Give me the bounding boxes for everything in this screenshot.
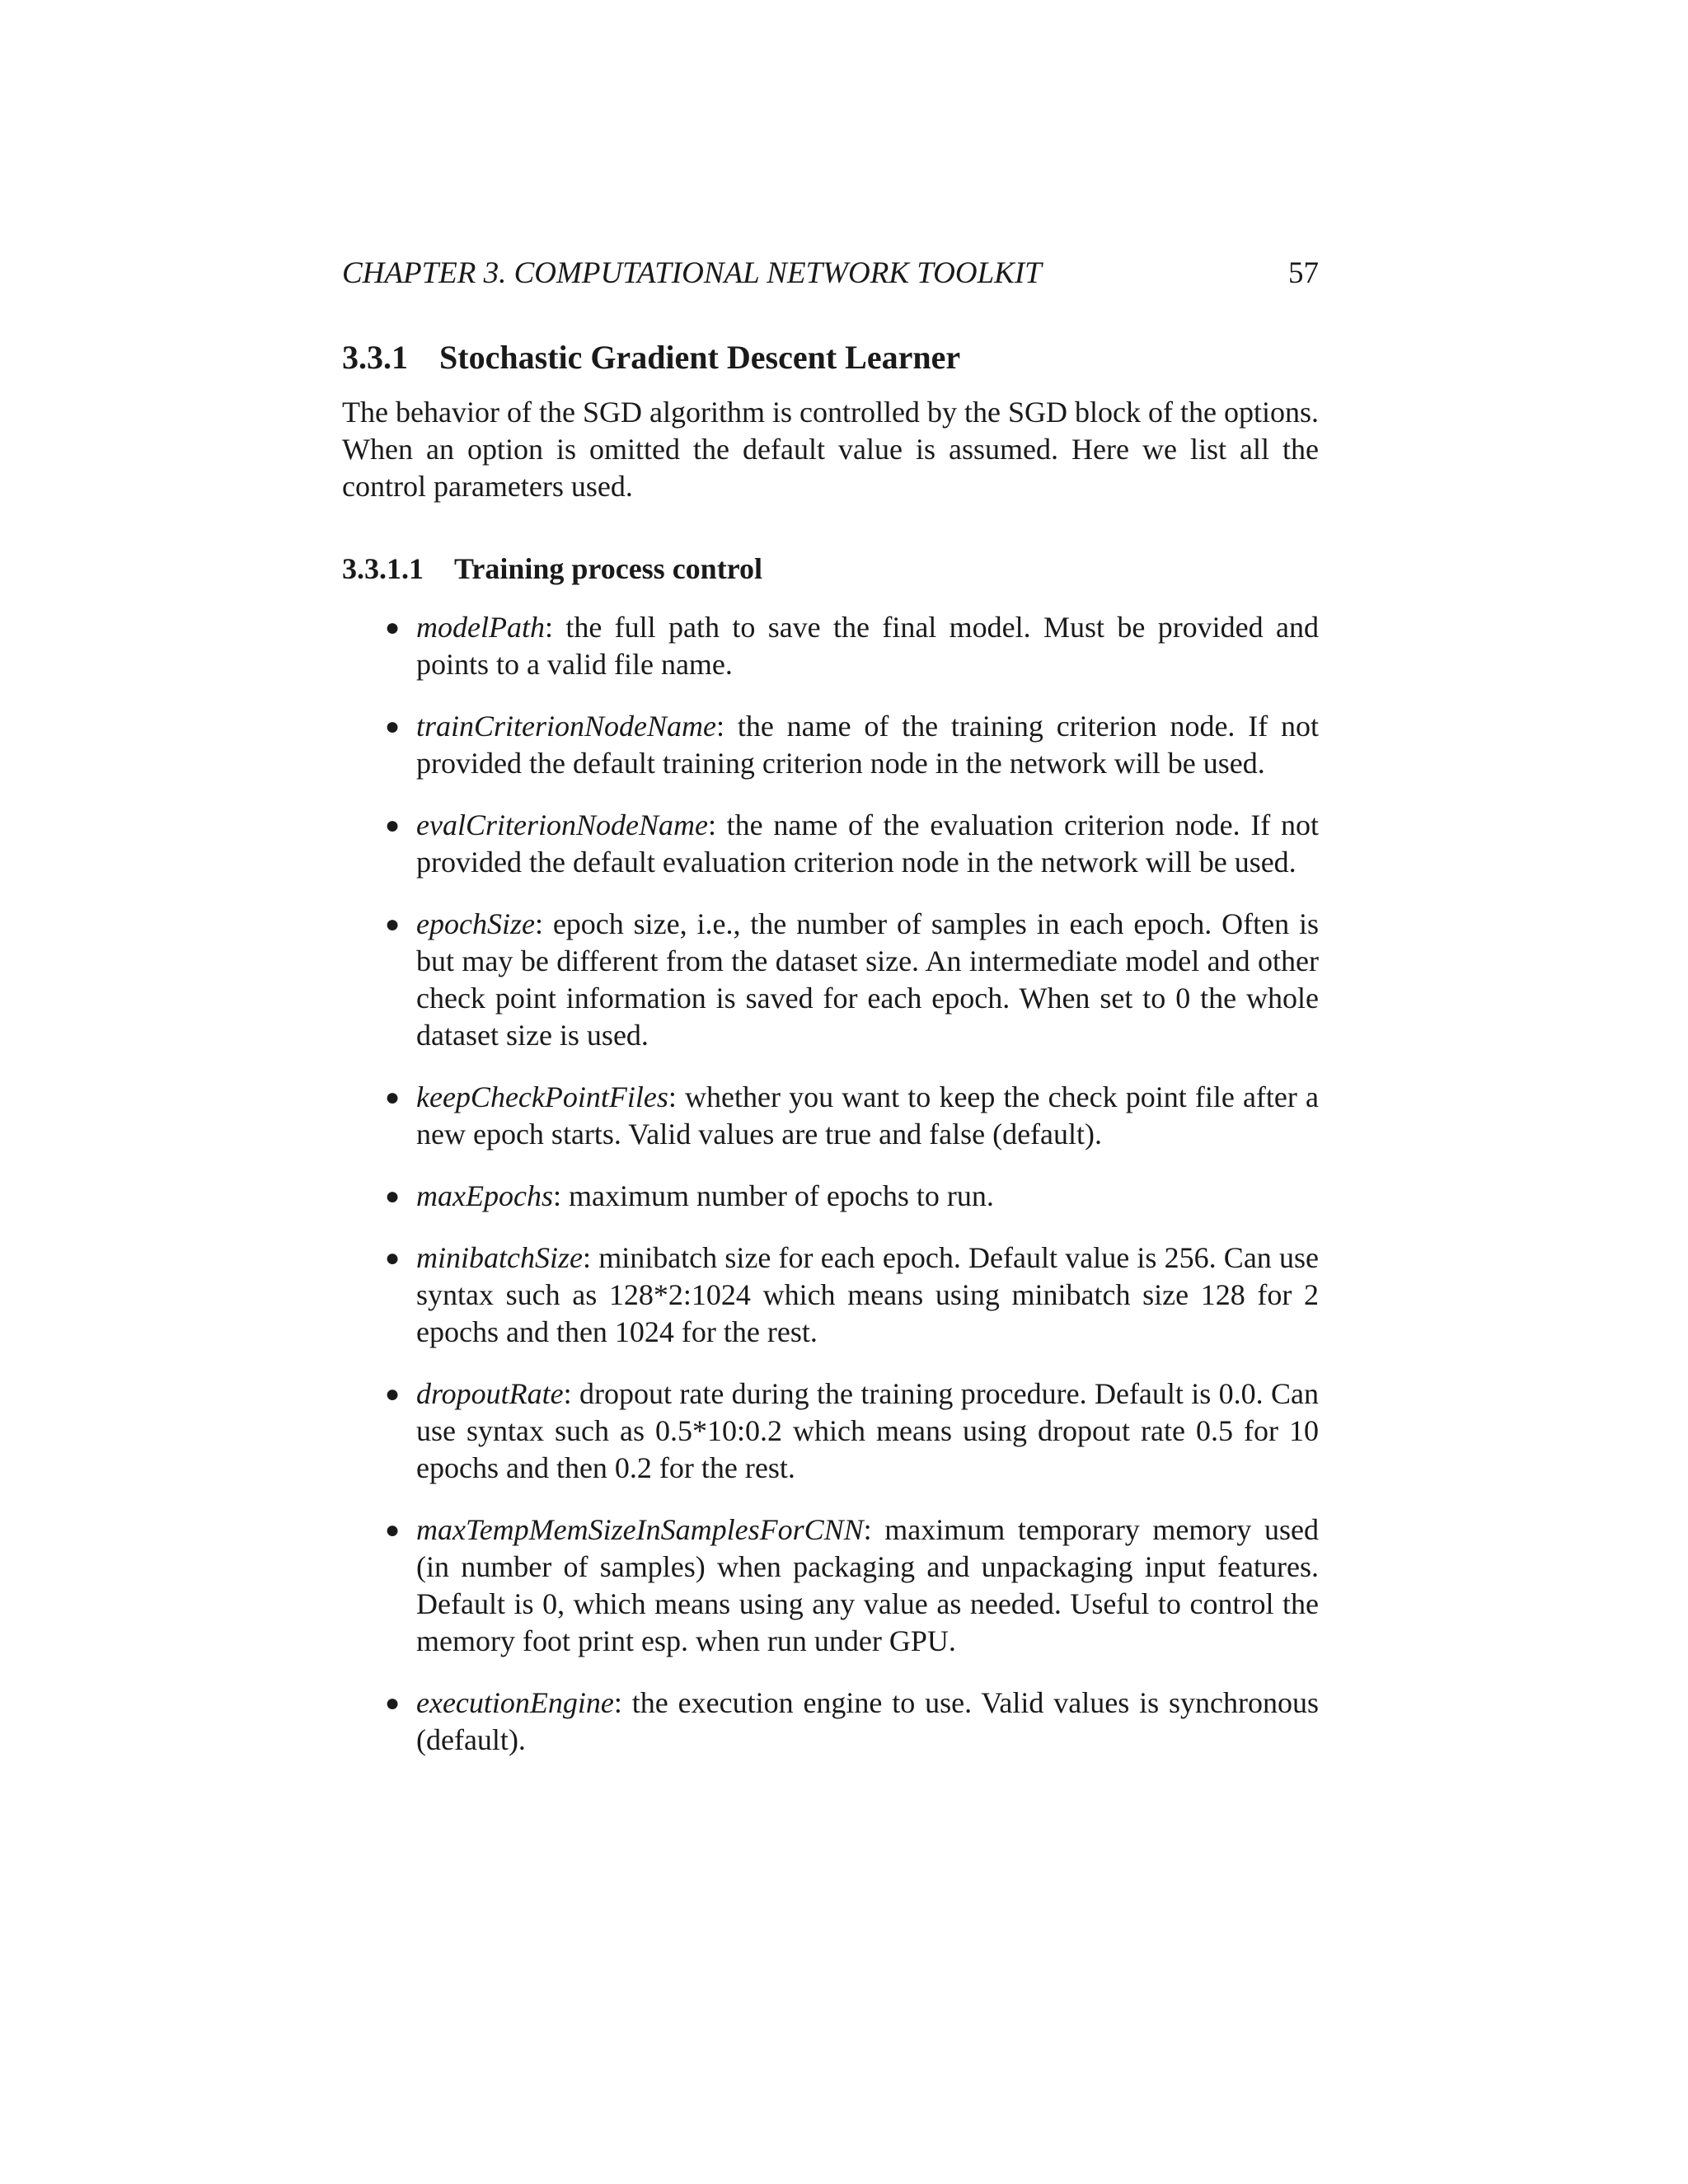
option-term: trainCriterionNodeName — [416, 709, 717, 743]
option-list — [342, 609, 1319, 1759]
list-item — [342, 708, 1319, 782]
option-description: : the name of the training criterion node. If not provided the default training criterion node in the network will be used. — [416, 709, 1319, 780]
bullet-icon: ● — [385, 910, 401, 938]
list-item — [342, 1178, 1319, 1215]
section-title: Stochastic Gradient Descent Learner — [439, 339, 961, 377]
option-term: evalCriterionNodeName — [416, 808, 708, 841]
bullet-icon: ● — [385, 1244, 401, 1272]
option-term: maxTempMemSizeInSamplesForCNN — [416, 1512, 864, 1546]
option-term: epochSize — [416, 907, 535, 940]
intro-paragraph: The behavior of the SGD algorithm is controlled by the SGD block of the options. When an option is omitted the default value is assumed. Here we list all the control parameters used. — [342, 396, 1319, 504]
list-item — [342, 1376, 1319, 1487]
bullet-icon: ● — [385, 712, 401, 740]
subsection-number: 3.3.1.1 — [342, 552, 424, 586]
list-item — [342, 906, 1319, 1054]
chapter-heading: CHAPTER 3. COMPUTATIONAL NETWORK TOOLKIT — [342, 256, 1042, 290]
option-term: executionEngine — [416, 1685, 614, 1719]
list-item — [342, 807, 1319, 881]
option-term: minibatchSize — [416, 1240, 583, 1274]
option-description: : minibatch size for each epoch. Default value is 256. Can use syntax such as 128*2:1024 which means using minibatch size 128 for 2 epochs and then 1024 for the rest. — [416, 1240, 1319, 1348]
document-page — [342, 255, 1319, 1783]
option-term: dropoutRate — [416, 1376, 564, 1410]
list-item — [342, 1511, 1319, 1660]
option-description: : whether you want to keep the check point file after a new epoch starts. Valid values are true and false (default). — [416, 1080, 1319, 1151]
option-description: : the execution engine to use. Valid values is synchronous (default). — [416, 1685, 1319, 1756]
subsection-title: Training process control — [454, 552, 763, 586]
option-term: maxEpochs — [416, 1179, 553, 1212]
subsection-heading — [342, 551, 1319, 587]
bullet-icon: ● — [385, 1083, 401, 1111]
option-term: keepCheckPointFiles — [416, 1080, 668, 1113]
page-number: 57 — [1288, 256, 1319, 290]
option-description: : dropout rate during the training procedure. Default is 0.0. Can use syntax such as 0.5*10:0.2 which means using dropout rate 0.5 for 10 epochs and then 0.2 for the rest. — [416, 1376, 1319, 1484]
option-description: : maximum temporary memory used (in number of samples) when packaging and unpackaging input features. Default is 0, which means using any value as needed. Useful to control the memory foot print esp. when run under GPU. — [416, 1512, 1319, 1657]
list-item — [342, 1079, 1319, 1153]
bullet-icon: ● — [385, 613, 401, 641]
option-description: : epoch size, i.e., the number of samples in each epoch. Often is but may be different from the dataset size. An intermediate model and other check point information is saved for each epoch. When set to 0 the whole dataset size is used. — [416, 907, 1319, 1052]
list-item — [342, 609, 1319, 683]
bullet-icon: ● — [385, 1516, 401, 1544]
option-description: : the full path to save the final model. Must be provided and points to a valid file name. — [416, 610, 1319, 681]
option-term: modelPath — [416, 610, 545, 644]
running-header — [342, 255, 1319, 292]
section-heading — [342, 338, 1319, 377]
option-description: : the name of the evaluation criterion node. If not provided the default evaluation criterion node in the network will be used. — [416, 808, 1319, 879]
bullet-icon: ● — [385, 1182, 401, 1210]
bullet-icon: ● — [385, 811, 401, 839]
list-item — [342, 1240, 1319, 1351]
section-number: 3.3.1 — [342, 339, 408, 377]
list-item — [342, 1685, 1319, 1759]
bullet-icon: ● — [385, 1380, 401, 1408]
bullet-icon: ● — [385, 1689, 401, 1717]
option-description: : maximum number of epochs to run. — [552, 1179, 994, 1212]
